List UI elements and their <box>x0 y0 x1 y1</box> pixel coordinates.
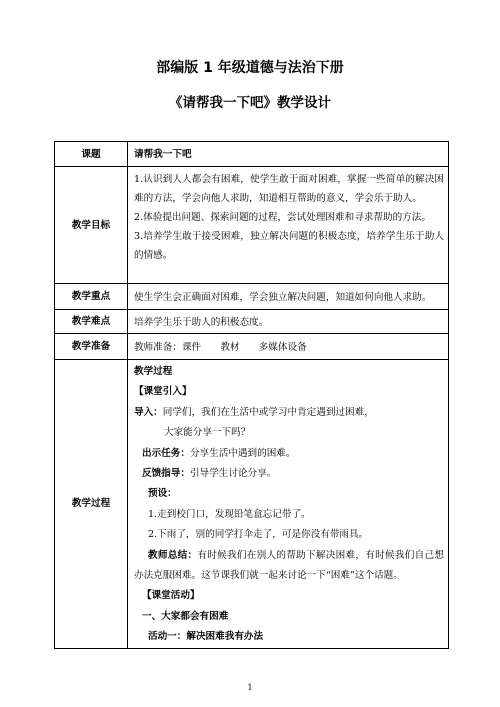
summary-paragraph: 教师总结：有时候我们在别人的帮助下解决困难，有时候我们自己想办法克服困难。这节课我们就一起来讨论一下“困难”这个话题。 <box>134 549 445 582</box>
intro-heading: 【课堂引入】 <box>134 386 192 398</box>
table-row-process <box>55 360 449 649</box>
preset-item-1: 1.走到校门口，发现铅笔盒忘记带了。 <box>148 508 311 520</box>
value-topic: 请帮我一下吧 <box>128 142 449 167</box>
table-row-difficulties <box>55 310 449 334</box>
section-heading-1: 一、大家都会有困难 <box>142 610 229 622</box>
document-subtitle: 《请帮我一下吧》教学设计 <box>169 95 331 111</box>
label-topic: 课题 <box>55 142 128 167</box>
value-key-points: 使生学生会正确面对困难，学会独立解决问题，知道如何向他人求助。 <box>128 284 449 310</box>
goal-item-3: 3.培养学生敢于接受困难，独立解决问题的积极态度，培养学生乐于助人的情感。 <box>134 231 444 261</box>
label-key-points: 教学重点 <box>55 284 128 310</box>
page-number: 1 <box>247 683 253 692</box>
document-title: 部编版 1 年级道德与法治下册 <box>156 60 344 76</box>
table-row-key-points <box>55 284 449 310</box>
preset-label: 预设： <box>148 488 177 500</box>
label-process: 教学过程 <box>55 360 128 649</box>
table-row-topic <box>55 142 449 167</box>
activity-heading: 【课堂活动】 <box>142 590 200 602</box>
task-line: 出示任务：分享生活中遇到的困难。 <box>142 447 296 459</box>
process-heading: 教学过程 <box>134 366 173 377</box>
label-difficulties: 教学难点 <box>55 310 128 334</box>
label-goals: 教学目标 <box>55 167 128 284</box>
goal-item-2: 2.体验提出问题、探索问题的过程，尝试处理困难和寻求帮助的方法。 <box>134 212 431 223</box>
value-difficulties: 培养学生乐于助人的积极态度。 <box>128 310 449 334</box>
feedback-line: 反馈指导：引导学生讨论分享。 <box>142 468 277 480</box>
lesson-plan-table <box>54 141 449 649</box>
lead-continuation: 大家能分享一下吗？ <box>164 427 251 439</box>
preset-item-2: 2.下雨了，别的同学打伞走了，可是你没有带雨具。 <box>148 529 369 541</box>
value-goals <box>128 167 449 284</box>
value-preparation: 教师准备：课件 教材 多媒体设备 <box>128 334 449 360</box>
lead-line: 导入：同学们，我们在生活中或学习中肯定遇到过困难， <box>134 406 374 418</box>
label-preparation: 教学准备 <box>55 334 128 360</box>
activity-1-heading: 活动一：解决困难我有办法 <box>148 631 264 643</box>
goal-item-1: 1.认识到人人都会有困难，使学生敢于面对困难，掌握一些简单的解决困难的方法，学会向他人求助，知道相互帮助的意义，学会乐于助人。 <box>134 174 444 204</box>
value-process <box>128 360 449 649</box>
table-row-goals <box>55 167 449 284</box>
table-row-preparation <box>55 334 449 360</box>
